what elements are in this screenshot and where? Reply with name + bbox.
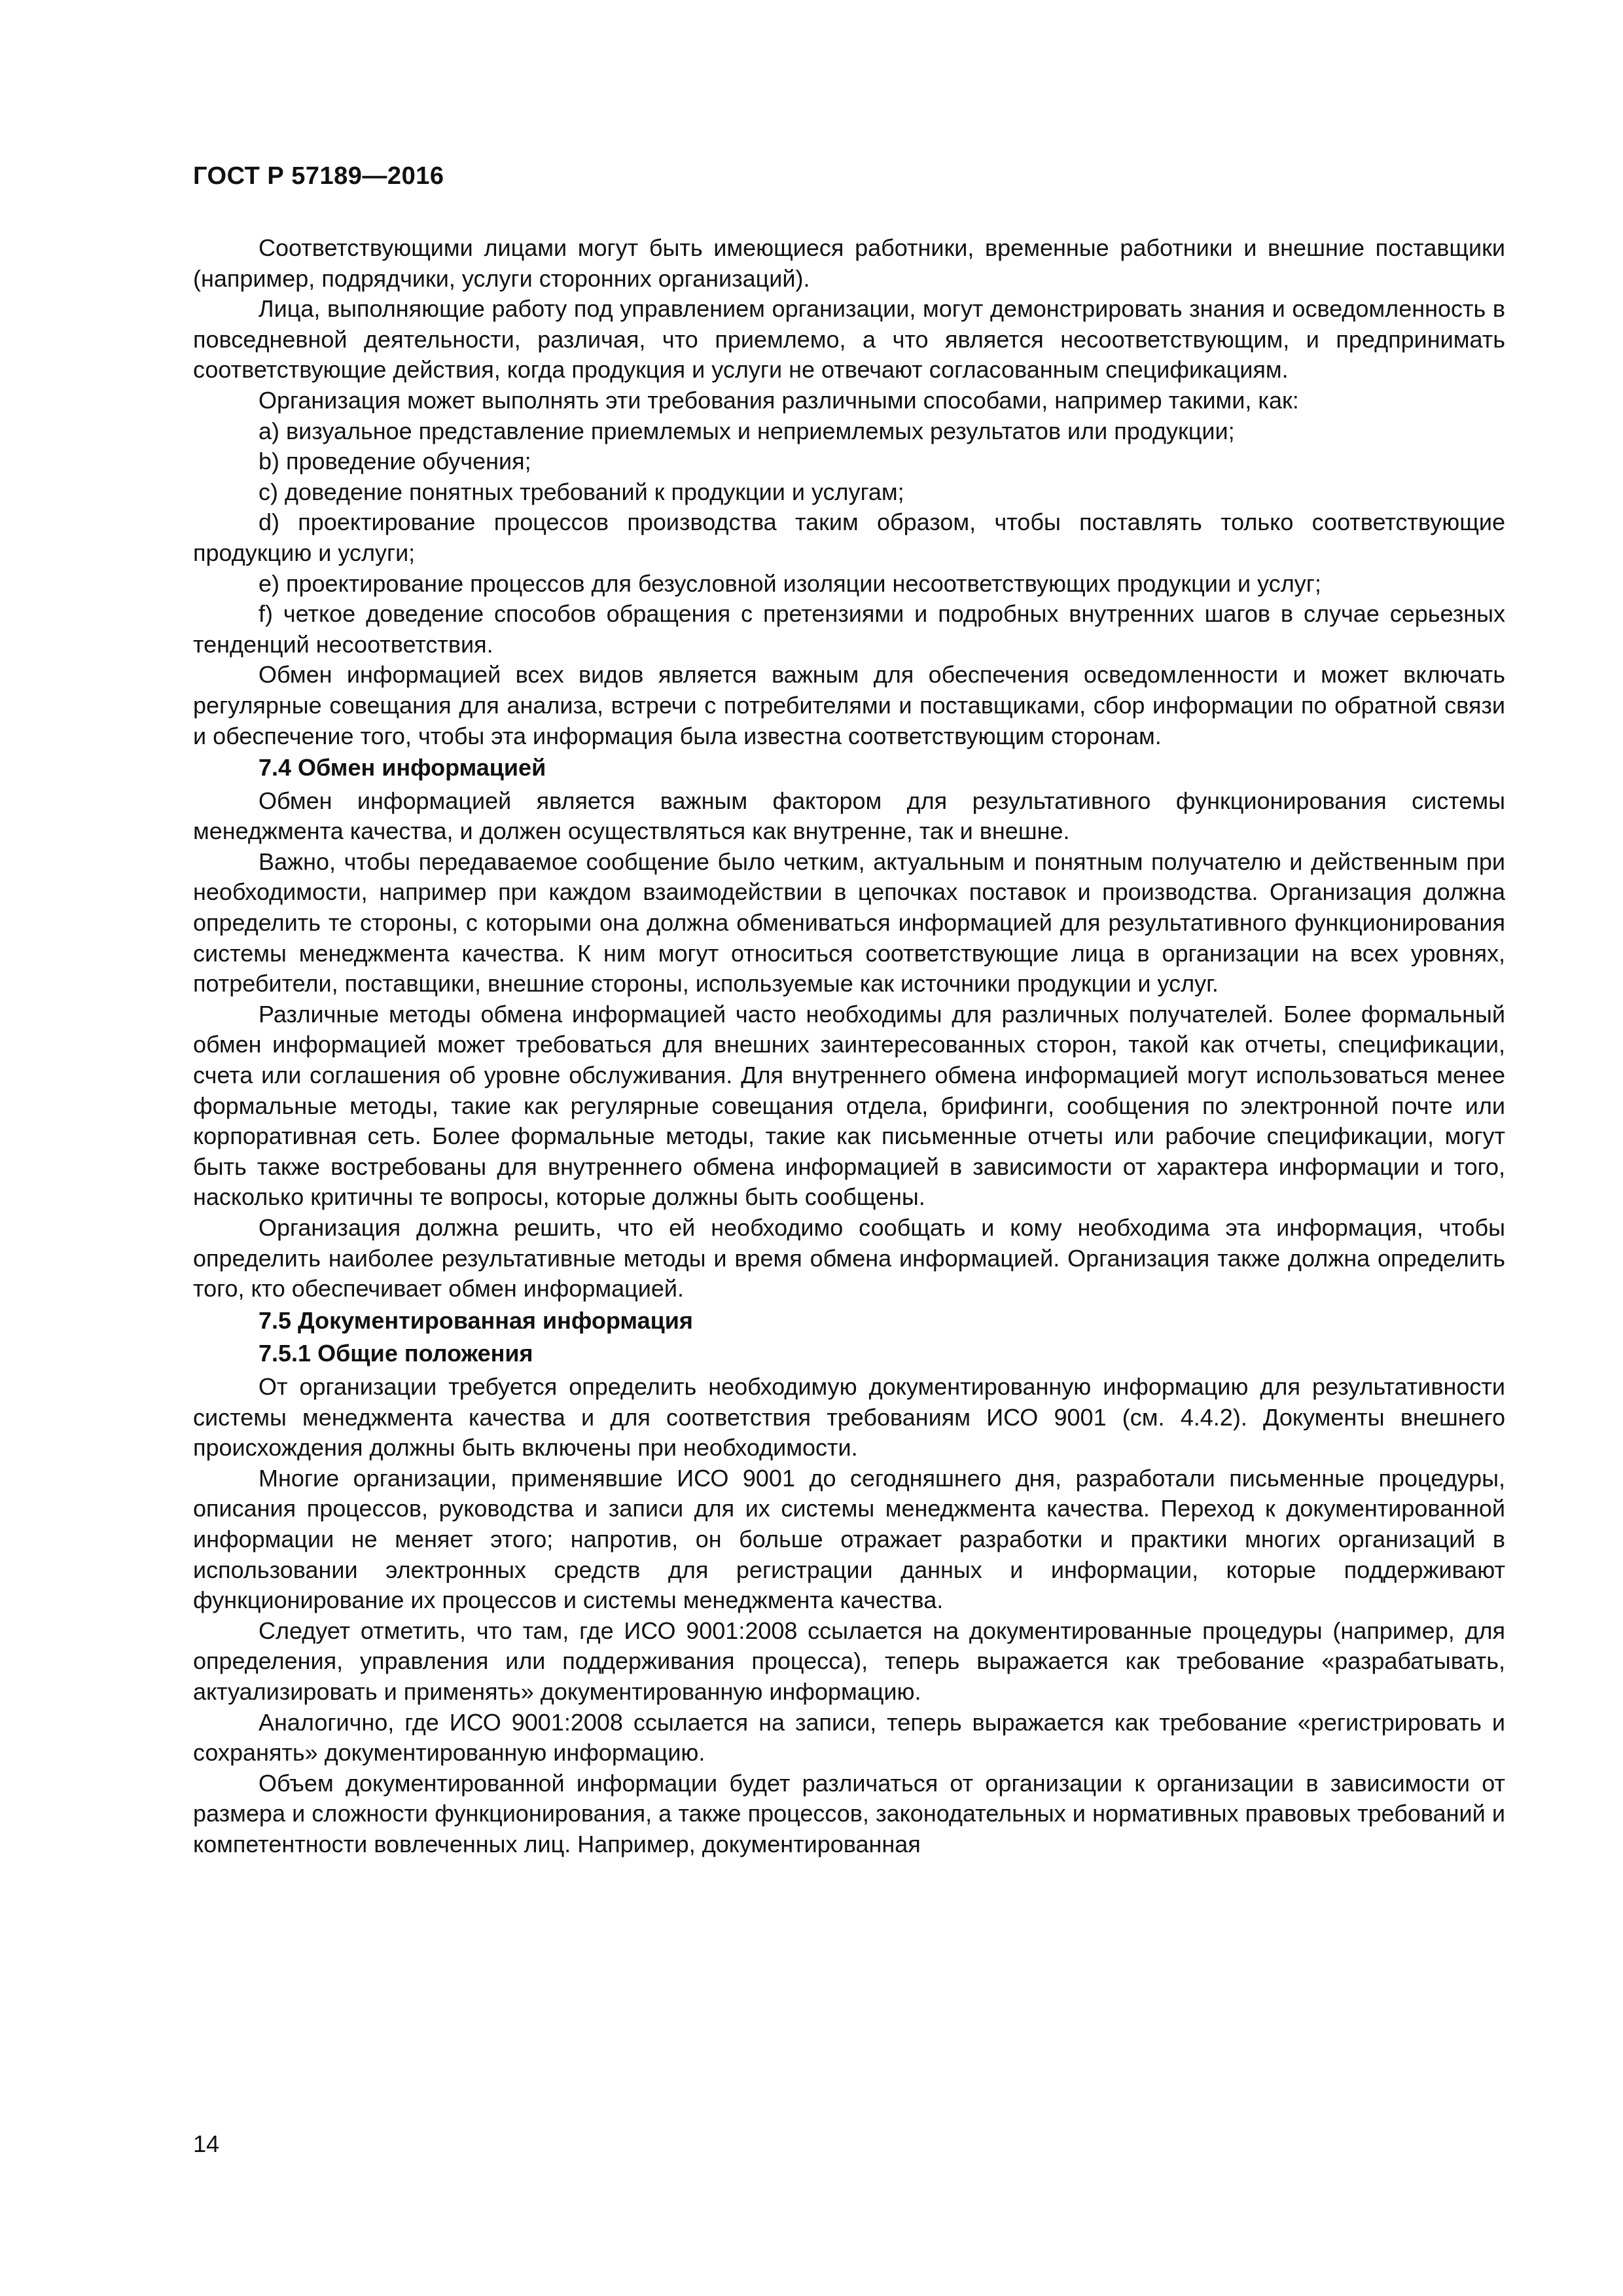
paragraph: d) проектирование процессов производства таким образом, чтобы поставлять только соответствующие продукцию и услуги; [193, 509, 1505, 566]
paragraph: Организация должна решить, что ей необходимо сообщать и кому необходима эта информация, чтобы определить наиболее результативные методы и время обмена информацией. Организация также должна определить того, кто обеспечивает обмен информацией. [193, 1214, 1505, 1302]
paragraph: Организация может выполнять эти требования различными способами, например такими, как: [259, 386, 1299, 414]
paragraph: Следует отметить, что там, где ИСО 9001:2008 ссылается на документированные процедуры (например, для определения, управления или поддерживания процесса), теперь выражается как требование «разрабатывать, актуализировать и применять» документированную информацию. [193, 1617, 1505, 1705]
document-header: ГОСТ Р 57189—2016 [193, 162, 444, 190]
paragraph: Аналогично, где ИСО 9001:2008 ссылается на записи, теперь выражается как требование «регистрировать и сохранять» документированную информацию. [193, 1708, 1505, 1767]
paragraph: a) визуальное представление приемлемых и неприемлемых результатов или продукции; [259, 417, 1235, 444]
paragraph: Важно, чтобы передаваемое сообщение было четким, актуальным и понятным получателю и действенным при необходимости, например при каждом взаимодействии в цепочках поставок и производства. Организация должна определить те стороны, с которыми она должна обмениваться информацией для результативного функционирования системы менеджмента качества. К ним могут относиться соответствующие лица в организации на всех уровнях, потребители, поставщики, внешние стороны, используемые как источники продукции и услуг. [193, 848, 1505, 997]
paragraph: Многие организации, применявшие ИСО 9001 до сегодняшнего дня, разработали письменные процедуры, описания процессов, руководства и записи для их системы менеджмента качества. Переход к документированной информации не меняет этого; напротив, он больше отражает разработки и практики многих организаций в использовании электронных средств для регистрации данных и информации, которые поддерживают функционирование их процессов и системы менеджмента качества. [193, 1464, 1505, 1614]
paragraph: b) проведение обучения; [259, 448, 531, 475]
paragraph: Объем документированной информации будет различаться от организации к организации в зависимости от размера и сложности функционирования, а также процессов, законодательных и нормативных правовых требований и компетентности вовлеченных лиц. Например, документированная [193, 1769, 1505, 1857]
page-number: 14 [193, 2130, 220, 2157]
section-heading: 7.5.1 Общие положения [259, 1340, 533, 1367]
paragraph: e) проектирование процессов для безусловной изоляции несоответствующих продукции и услуг; [259, 569, 1321, 597]
section-heading: 7.5 Документированная информация [259, 1306, 693, 1334]
paragraph: c) доведение понятных требований к продукции и услугам; [259, 478, 904, 505]
paragraph: Различные методы обмена информацией часто необходимы для различных получателей. Более формальный обмен информацией может требоваться для внешних заинтересованных сторон, такой как отчеты, спецификации, счета или соглашения об уровне обслуживания. Для внутреннего обмена информацией могут использоваться менее формальные методы, такие как регулярные совещания отдела, брифинги, сообщения по электронной почте или корпоративная сеть. Более формальные методы, такие как письменные отчеты или рабочие спецификации, могут быть также востребованы для внутреннего обмена информацией в зависимости от характера информации и того, насколько критичны те вопросы, которые должны быть сообщены. [193, 1000, 1505, 1211]
paragraph: Обмен информацией всех видов является важным для обеспечения осведомленности и может включать регулярные совещания для анализа, встречи с потребителями и поставщиками, сбор информации по обратной связи и обеспечение того, чтобы эта информация была известна соответствующим сторонам. [193, 661, 1505, 749]
paragraph: От организации требуется определить необходимую документированную информацию для результативности системы менеджмента качества и для соответствия требованиям ИСО 9001 (см. 4.4.2). Документы внешнего происхождения должны быть включены при необходимости. [193, 1372, 1505, 1462]
paragraph: Обмен информацией является важным фактором для результативного функционирования системы менеджмента качества, и должен осуществляться как внутренне, так и внешне. [193, 787, 1505, 845]
paragraph: Соответствующими лицами могут быть имеющиеся работники, временные работники и внешние поставщики (например, подрядчики, услуги сторонних организаций). [193, 234, 1505, 292]
paragraph: Лица, выполняющие работу под управлением организации, могут демонстрировать знания и осведомленность в повседневной деятельности, различая, что приемлемо, а что является несоответствующим, и предпринимать соответствующие действия, когда продукция и услуги не отвечают согласованным спецификациям. [193, 295, 1505, 384]
paragraph: f) четкое доведение способов обращения с претензиями и подробных внутренних шагов в случае серьезных тенденций несоответствия. [193, 600, 1505, 658]
document-body [193, 233, 1505, 1859]
section-heading: 7.4 Обмен информацией [259, 754, 546, 781]
